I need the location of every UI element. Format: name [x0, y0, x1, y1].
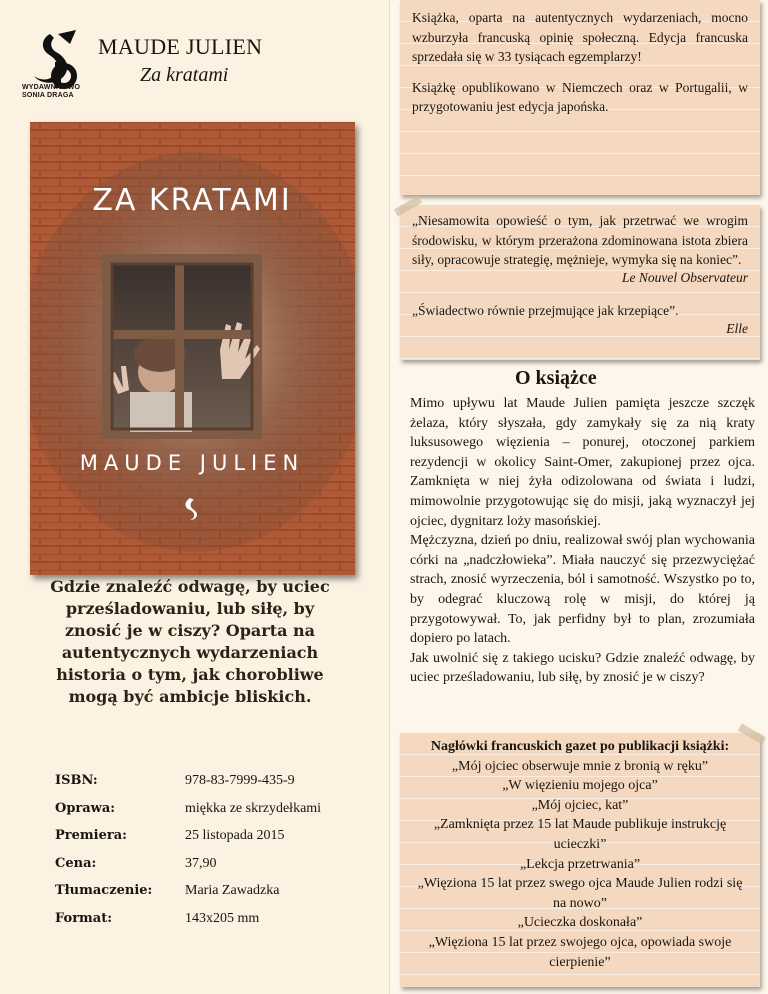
- headlines-note: [400, 733, 760, 987]
- headline-item: „Więziona 15 lat przez swego ojca Maude Julien rodzi się na nowo”: [417, 876, 743, 911]
- cover-author: MAUDE JULIEN: [79, 451, 305, 475]
- detail-row-translator: [55, 883, 385, 911]
- review-source: Le Nouvel Observateur: [622, 269, 748, 285]
- detail-row-binding: [55, 801, 385, 829]
- detail-label: Cena:: [55, 855, 97, 871]
- review-quote: „Niesamowita opowieść o tym, jak przetrwać we wrogim środowisku, w którym przerażona zdominowana istota zbiera siły, opracowuje strategię, mężnieje, wymyka się na koniec”.: [412, 213, 748, 267]
- headline-item: „W więzieniu mojego ojca”: [502, 778, 658, 794]
- review-source: Elle: [726, 320, 748, 336]
- detail-label: Tłumaczenie:: [55, 883, 153, 899]
- author-name: MAUDE JULIEN: [98, 34, 263, 59]
- headline-item: „Zamknięta przez 15 lat Maude publikuje instrukcję ucieczki”: [433, 817, 727, 852]
- editions-note-paragraph: Książkę opublikowano w Niemczech oraz w Portugalii, w przygotowaniu jest edycja japońska.: [412, 79, 748, 114]
- about-paragraph: Mimo upływu lat Maude Julien pamięta jeszcze szczęk żelaza, który słyszała, gdy zamykały się za nią kraty luksusowego więzienia – ponurej, otoczonej parkiem rezydencji w okolicy Saint-Omer, zakupionej przez ojca. Zamknięta w niej żyła odizolowana od świata i ludzi, mimowolnie przygotowując się do misji, jaką wyznaczył jej ojciec, dygnitarz loży masońskiej.: [410, 396, 755, 529]
- headline-item: „Mój ojciec, kat”: [531, 797, 629, 813]
- book-cover: [30, 122, 355, 575]
- about-heading: O książce: [515, 367, 597, 389]
- detail-row-format: [55, 911, 385, 939]
- publisher-line2: SONIA DRAGA: [22, 92, 74, 99]
- reviews-note: [400, 205, 760, 360]
- detail-value: 37,90: [185, 855, 217, 871]
- detail-value: miękka ze skrzydełkami: [185, 800, 322, 816]
- about-paragraph: Mężczyzna, dzień po dniu, realizował swój plan wychowania córki na „nadczłowieka”. Miała nauczyć się przezwyciężać strach, znosić wyrzeczenia, ból i samotność. Wszystko po to, by odegrać kluczową rolę w misji, do której ją przygotowywał. To, jak perfidny był to plan, zrozumiała dopiero po latach.: [410, 533, 755, 647]
- detail-value: 25 listopada 2015: [185, 828, 285, 844]
- book-title: Za kratami: [140, 64, 229, 86]
- headline-item: „Lekcja przetrwania”: [519, 856, 641, 872]
- detail-row-premiere: [55, 828, 385, 856]
- book-details: [55, 773, 385, 939]
- tagline-question: Gdzie znaleźć odwagę, by uciec prześladowaniu, lub siłę, by znosić je w ciszy? Oparta na autentycznych wydarzeniach historia o tym, jak chorobliwe mogą być ambicje bliskich.: [50, 577, 330, 706]
- cover-title: ZA KRATAMI: [92, 183, 292, 218]
- headlines-title: Nagłówki francuskich gazet po publikacji książki:: [430, 739, 730, 754]
- detail-row-isbn: [55, 773, 385, 801]
- detail-label: Oprawa:: [55, 800, 116, 816]
- publisher-line1: WYDAWNICTWO: [22, 84, 81, 91]
- review-quote: „Świadectwo równie przejmujące jak krzepiące”.: [412, 303, 679, 318]
- headline-item: „Ucieczka doskonała”: [517, 915, 643, 931]
- detail-value: 143x205 mm: [185, 910, 260, 926]
- sales-note-paragraph: Książka, oparta na autentycznych wydarzeniach, mocno wzburzyła francuską opinię społeczną. Edycja francuska sprzedała się w 33 tysiącach egzemplarzy!: [412, 10, 748, 64]
- headline-item: „Mój ojciec obserwuje mnie z bronią w ręku”: [451, 758, 709, 774]
- publisher-name: [22, 84, 102, 100]
- headline-item: „Więziona 15 lat przez swojego ojca, opowiada swoje cierpienie”: [428, 934, 732, 970]
- detail-row-price: [55, 856, 385, 884]
- detail-value: 978-83-7999-435-9: [185, 773, 295, 788]
- detail-label: ISBN:: [55, 773, 98, 788]
- about-text: [410, 394, 755, 688]
- detail-label: Format:: [55, 910, 113, 926]
- detail-label: Premiera:: [55, 828, 127, 844]
- sales-note: [400, 0, 760, 195]
- detail-value: Maria Zawadzka: [185, 883, 280, 899]
- about-paragraph: Jak uwolnić się z takiego ucisku? Gdzie znaleźć odwagę, by uciec prześladowaniu, lub siłę, by znosić je w ciszy?: [410, 650, 755, 686]
